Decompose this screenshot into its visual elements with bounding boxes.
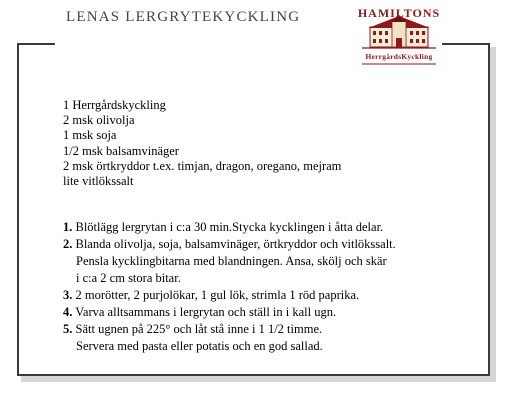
instruction-list xyxy=(63,219,396,355)
ingredient-item: 1 Herrgårdskyckling xyxy=(63,98,166,112)
step-text: Sätt ugnen på 225° och låt stå inne i 1 1/2 timme. xyxy=(75,322,323,336)
instruction-step xyxy=(63,236,396,287)
step-text: Varva alltsammans i lergrytan och ställ in i kall ugn. xyxy=(75,305,337,319)
step-text: Servera med pasta eller potatis och en god sallad. xyxy=(76,339,323,353)
step-number: 2. xyxy=(63,237,73,251)
ingredient-item: lite vitlökssalt xyxy=(63,174,134,189)
card-top-border-left xyxy=(17,43,55,45)
step-number: 5. xyxy=(63,322,73,336)
logo-brand-name: HAMILTONS xyxy=(357,6,441,20)
step-text: 2 morötter, 2 purjolökar, 1 gul lök, strimla 1 röd paprika. xyxy=(75,288,360,302)
ingredient-item: 2 msk örtkryddor t.ex. timjan, dragon, oregano, mejram xyxy=(63,158,342,173)
step-text: Blötlägg lergrytan i c:a 30 min.Stycka kycklingen i åtta delar. xyxy=(75,220,384,234)
ingredient-item: 2 msk olivolja xyxy=(63,113,135,128)
ingredient-item: 1/2 msk balsamvinäger xyxy=(63,143,179,158)
ingredient-item: 1 msk soja xyxy=(63,128,117,143)
step-number: 3. xyxy=(63,288,73,302)
instruction-step xyxy=(63,219,396,236)
step-text: i c:a 2 cm stora bitar. xyxy=(76,271,181,285)
card-top-border-right xyxy=(441,43,490,45)
recipe-title: LENAS LERGRYTEKYCKLING xyxy=(66,9,301,25)
instruction-step xyxy=(63,304,396,321)
ingredient-list xyxy=(63,98,341,189)
step-number: 1. xyxy=(63,220,73,234)
instruction-step xyxy=(63,287,396,304)
step-text: Pensla kycklingbitarna med blandningen. Ansa, skölj och skär xyxy=(76,254,387,268)
step-number: 4. xyxy=(63,305,73,319)
logo-subtitle: HerrgårdsKyckling xyxy=(365,52,433,61)
hamiltons-logo xyxy=(356,2,442,72)
step-text: Blanda olivolja, soja, balsamvinäger, örtkryddor och vitlökssalt. xyxy=(75,237,396,251)
instruction-step xyxy=(63,321,396,355)
